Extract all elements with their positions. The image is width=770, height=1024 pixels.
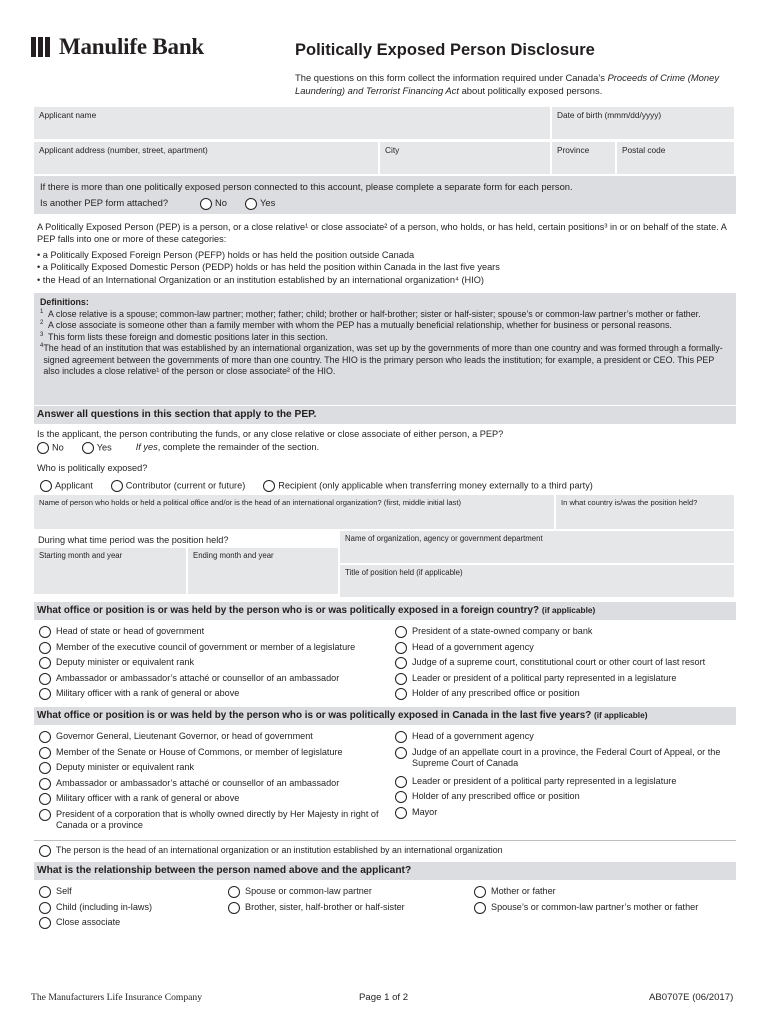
radio-icon[interactable] [228, 886, 240, 898]
domestic-options-right [395, 731, 735, 822]
pep-question: Is the applicant, the person contributing the funds, or any close relative or close associate of either person, a PEP? [37, 429, 504, 439]
relationship-option[interactable]: Close associate [39, 917, 229, 933]
pep-category: • a Politically Exposed Domestic Person (PEDP) holds or has held the position within Canada in the last five years [37, 261, 737, 273]
radio-icon[interactable] [395, 747, 407, 759]
foreign-option[interactable]: Deputy minister or equivalent rank [39, 657, 394, 673]
page-title: Politically Exposed Person Disclosure [295, 41, 595, 59]
definitions: Definitions: 1 A close relative is a spouse; common-law partner; mother; father; child; brother or half-brother; sister or half-sister; spouse’s or common-law partner’s mother or father. 2 A close associate is someone other than a family member with whom the PEP has a mutually beneficial relationship, whether for business or personal reasons. 3 This form lists these foreign and domestic positions later in this section. 4 The head of an institution that was established by an international organization, was set up by the governments of more than one country and was formed through a formally-signed agreement between the governments of more than one country. The HIO is the primary person who leads the institution; for example, a president or CEO. This PEP also includes a close relative¹ of the person or close associate² of the HIO. [40, 297, 723, 377]
radio-icon[interactable] [39, 747, 51, 759]
footer-form-id: AB0707E (06/2017) [649, 992, 734, 1003]
radio-icon[interactable] [200, 198, 212, 210]
radio-icon[interactable] [39, 762, 51, 774]
end-date-field[interactable]: Ending month and year [188, 548, 340, 596]
applicant-option[interactable]: Applicant [40, 480, 93, 492]
foreign-option[interactable]: Holder of any prescribed office or position [395, 688, 735, 704]
footer-company: The Manufacturers Life Insurance Company [31, 992, 203, 1003]
radio-icon[interactable] [474, 902, 486, 914]
postal-code-field[interactable]: Postal code [617, 142, 736, 176]
domestic-heading: What office or position is or was held by the person who is or was politically exposed in Canada in the last five years? (if applicable) [37, 710, 648, 721]
foreign-option[interactable]: President of a state-owned company or bank [395, 626, 735, 642]
another-pep-no[interactable]: No [200, 197, 227, 210]
domestic-option[interactable]: President of a corporation that is wholly owned directly by Her Majesty in right of Canada or a province [39, 809, 394, 835]
footer-page: Page 1 of 2 [359, 992, 409, 1003]
brand-name: Manulife Bank [59, 34, 205, 59]
country-field[interactable]: In what country is/was the position held? [556, 495, 736, 531]
foreign-option[interactable]: Military officer with a rank of general or above [39, 688, 394, 704]
radio-icon[interactable] [39, 902, 51, 914]
radio-icon[interactable] [39, 688, 51, 700]
brand-logo [31, 33, 204, 62]
relationship-option[interactable]: Self [39, 886, 229, 902]
radio-icon[interactable] [39, 657, 51, 669]
intro-text: The questions on this form collect the information required under Canada’s Proceeds of Crime (Money Laundering) and Terrorist Financing Act about politically exposed persons. [295, 72, 720, 96]
radio-icon[interactable] [39, 809, 51, 821]
period-question: During what time period was the position held? [38, 535, 229, 545]
relationship-option[interactable]: Spouse’s or common-law partner’s mother or father [474, 902, 736, 918]
pep-definition: A Politically Exposed Person (PEP) is a person, or a close relative¹ or close associate² of a person, who holds, or has held, certain positions³ in or on behalf of the state. A PEP falls into one or more of these categories: • a Politically Exposed Foreign Person (PEFP) holds or has held the position outside Canada • a Politically Exposed Domestic Person (PEDP) holds or has held the position within Canada in the last five years • the Head of an International Organization or an institution established by an international organization⁴ (HIO) [37, 221, 737, 286]
radio-icon[interactable] [37, 442, 49, 454]
city-field[interactable]: City [380, 142, 552, 176]
radio-icon[interactable] [395, 657, 407, 669]
relationship-option[interactable]: Spouse or common-law partner [228, 886, 473, 902]
recipient-option[interactable]: Recipient (only applicable when transferring money externally to a third party) [263, 480, 593, 492]
radio-icon[interactable] [395, 626, 407, 638]
radio-icon[interactable] [395, 673, 407, 685]
dob-field[interactable]: Date of birth (mmm/dd/yyyy) [552, 107, 736, 141]
another-pep-yes[interactable]: Yes [245, 197, 275, 210]
relationship-option[interactable]: Child (including in-laws) [39, 902, 229, 918]
person-name-field[interactable]: Name of person who holds or held a political office and/or is the head of an international organization? (first, middle initial last) [34, 495, 556, 531]
radio-icon[interactable] [111, 480, 123, 492]
radio-icon[interactable] [395, 642, 407, 654]
radio-icon[interactable] [39, 673, 51, 685]
radio-icon[interactable] [395, 688, 407, 700]
radio-icon[interactable] [82, 442, 94, 454]
radio-icon[interactable] [474, 886, 486, 898]
answer-heading: Answer all questions in this section that apply to the PEP. [37, 409, 317, 420]
who-exposed-question: Who is politically exposed? [37, 463, 148, 473]
hio-option[interactable]: The person is the head of an international organization or an institution established by an international organization [39, 845, 729, 857]
radio-icon[interactable] [39, 793, 51, 805]
pep-no-option[interactable]: No [37, 442, 64, 454]
domestic-options-left [39, 731, 394, 835]
radio-icon[interactable] [39, 845, 51, 857]
radio-icon[interactable] [395, 731, 407, 743]
radio-icon[interactable] [39, 626, 51, 638]
domestic-option[interactable]: Judge of an appellate court in a province, the Federal Court of Appeal, or the Supreme Court of Canada [395, 747, 735, 776]
foreign-option[interactable]: Judge of a supreme court, constitutional court or other court of last resort [395, 657, 735, 673]
radio-icon[interactable] [228, 902, 240, 914]
foreign-options-left [39, 626, 394, 704]
relationship-option[interactable]: Mother or father [474, 886, 736, 902]
contributor-option[interactable]: Contributor (current or future) [111, 480, 245, 492]
radio-icon[interactable] [395, 791, 407, 803]
radio-icon[interactable] [263, 480, 275, 492]
domestic-option[interactable]: Member of the Senate or House of Commons, or member of legislature [39, 747, 394, 763]
relationship-option[interactable]: Brother, sister, half-brother or half-sister [228, 902, 473, 918]
manulife-logo-icon [31, 37, 53, 57]
pep-category: • a Politically Exposed Foreign Person (PEFP) holds or has held the position outside Canada [37, 249, 737, 261]
relationship-heading: What is the relationship between the person named above and the applicant? [37, 865, 412, 876]
foreign-option[interactable]: Head of a government agency [395, 642, 735, 658]
radio-icon[interactable] [395, 776, 407, 788]
radio-icon[interactable] [39, 917, 51, 929]
province-field[interactable]: Province [552, 142, 617, 176]
domestic-option[interactable]: Ambassador or ambassador’s attaché or counsellor of an ambassador [39, 778, 394, 794]
domestic-option[interactable]: Military officer with a rank of general or above [39, 793, 394, 809]
radio-icon[interactable] [39, 642, 51, 654]
radio-icon[interactable] [39, 886, 51, 898]
multi-pep-note: If there is more than one politically exposed person connected to this account, please complete a separate form for each person. [40, 181, 573, 192]
relationship-col-2 [228, 886, 473, 917]
relationship-col-1 [39, 886, 229, 933]
who-exposed-options [40, 480, 593, 492]
position-title-field[interactable]: Title of position held (if applicable) [340, 565, 736, 599]
foreign-option[interactable]: Member of the executive council of government or member of a legislature [39, 642, 394, 658]
foreign-options-right [395, 626, 735, 704]
foreign-option[interactable]: Leader or president of a political party represented in a legislature [395, 673, 735, 689]
domestic-option[interactable]: Head of a government agency [395, 731, 735, 747]
radio-icon[interactable] [39, 731, 51, 743]
foreign-heading: What office or position is or was held by the person who is or was politically exposed in a foreign country? (if applicable) [37, 605, 596, 616]
domestic-option[interactable]: Holder of any prescribed office or position [395, 791, 735, 807]
radio-icon[interactable] [395, 807, 407, 819]
radio-icon[interactable] [245, 198, 257, 210]
domestic-option[interactable]: Deputy minister or equivalent rank [39, 762, 394, 778]
applicant-name-field[interactable]: Applicant name [34, 107, 552, 141]
domestic-option[interactable]: Governor General, Lieutenant Governor, or head of government [39, 731, 394, 747]
domestic-option[interactable]: Mayor [395, 807, 735, 823]
domestic-option[interactable]: Leader or president of a political party represented in a legislature [395, 776, 735, 792]
pep-yes-option[interactable]: Yes [82, 442, 112, 454]
start-date-field[interactable]: Starting month and year [34, 548, 188, 596]
pep-answer: No Yes If yes, complete the remainder of the section. [37, 442, 319, 454]
foreign-option[interactable]: Ambassador or ambassador’s attaché or counsellor of an ambassador [39, 673, 394, 689]
organization-field[interactable]: Name of organization, agency or government department [340, 531, 736, 565]
radio-icon[interactable] [39, 778, 51, 790]
relationship-col-3 [474, 886, 736, 917]
pep-category: • the Head of an International Organization or an institution established by an international organization⁴ (HIO) [37, 274, 737, 286]
radio-icon[interactable] [40, 480, 52, 492]
another-pep-question: Is another PEP form attached? No Yes [40, 197, 276, 209]
divider [34, 840, 736, 841]
foreign-option[interactable]: Head of state or head of government [39, 626, 394, 642]
address-field[interactable]: Applicant address (number, street, apartment) [34, 142, 380, 176]
